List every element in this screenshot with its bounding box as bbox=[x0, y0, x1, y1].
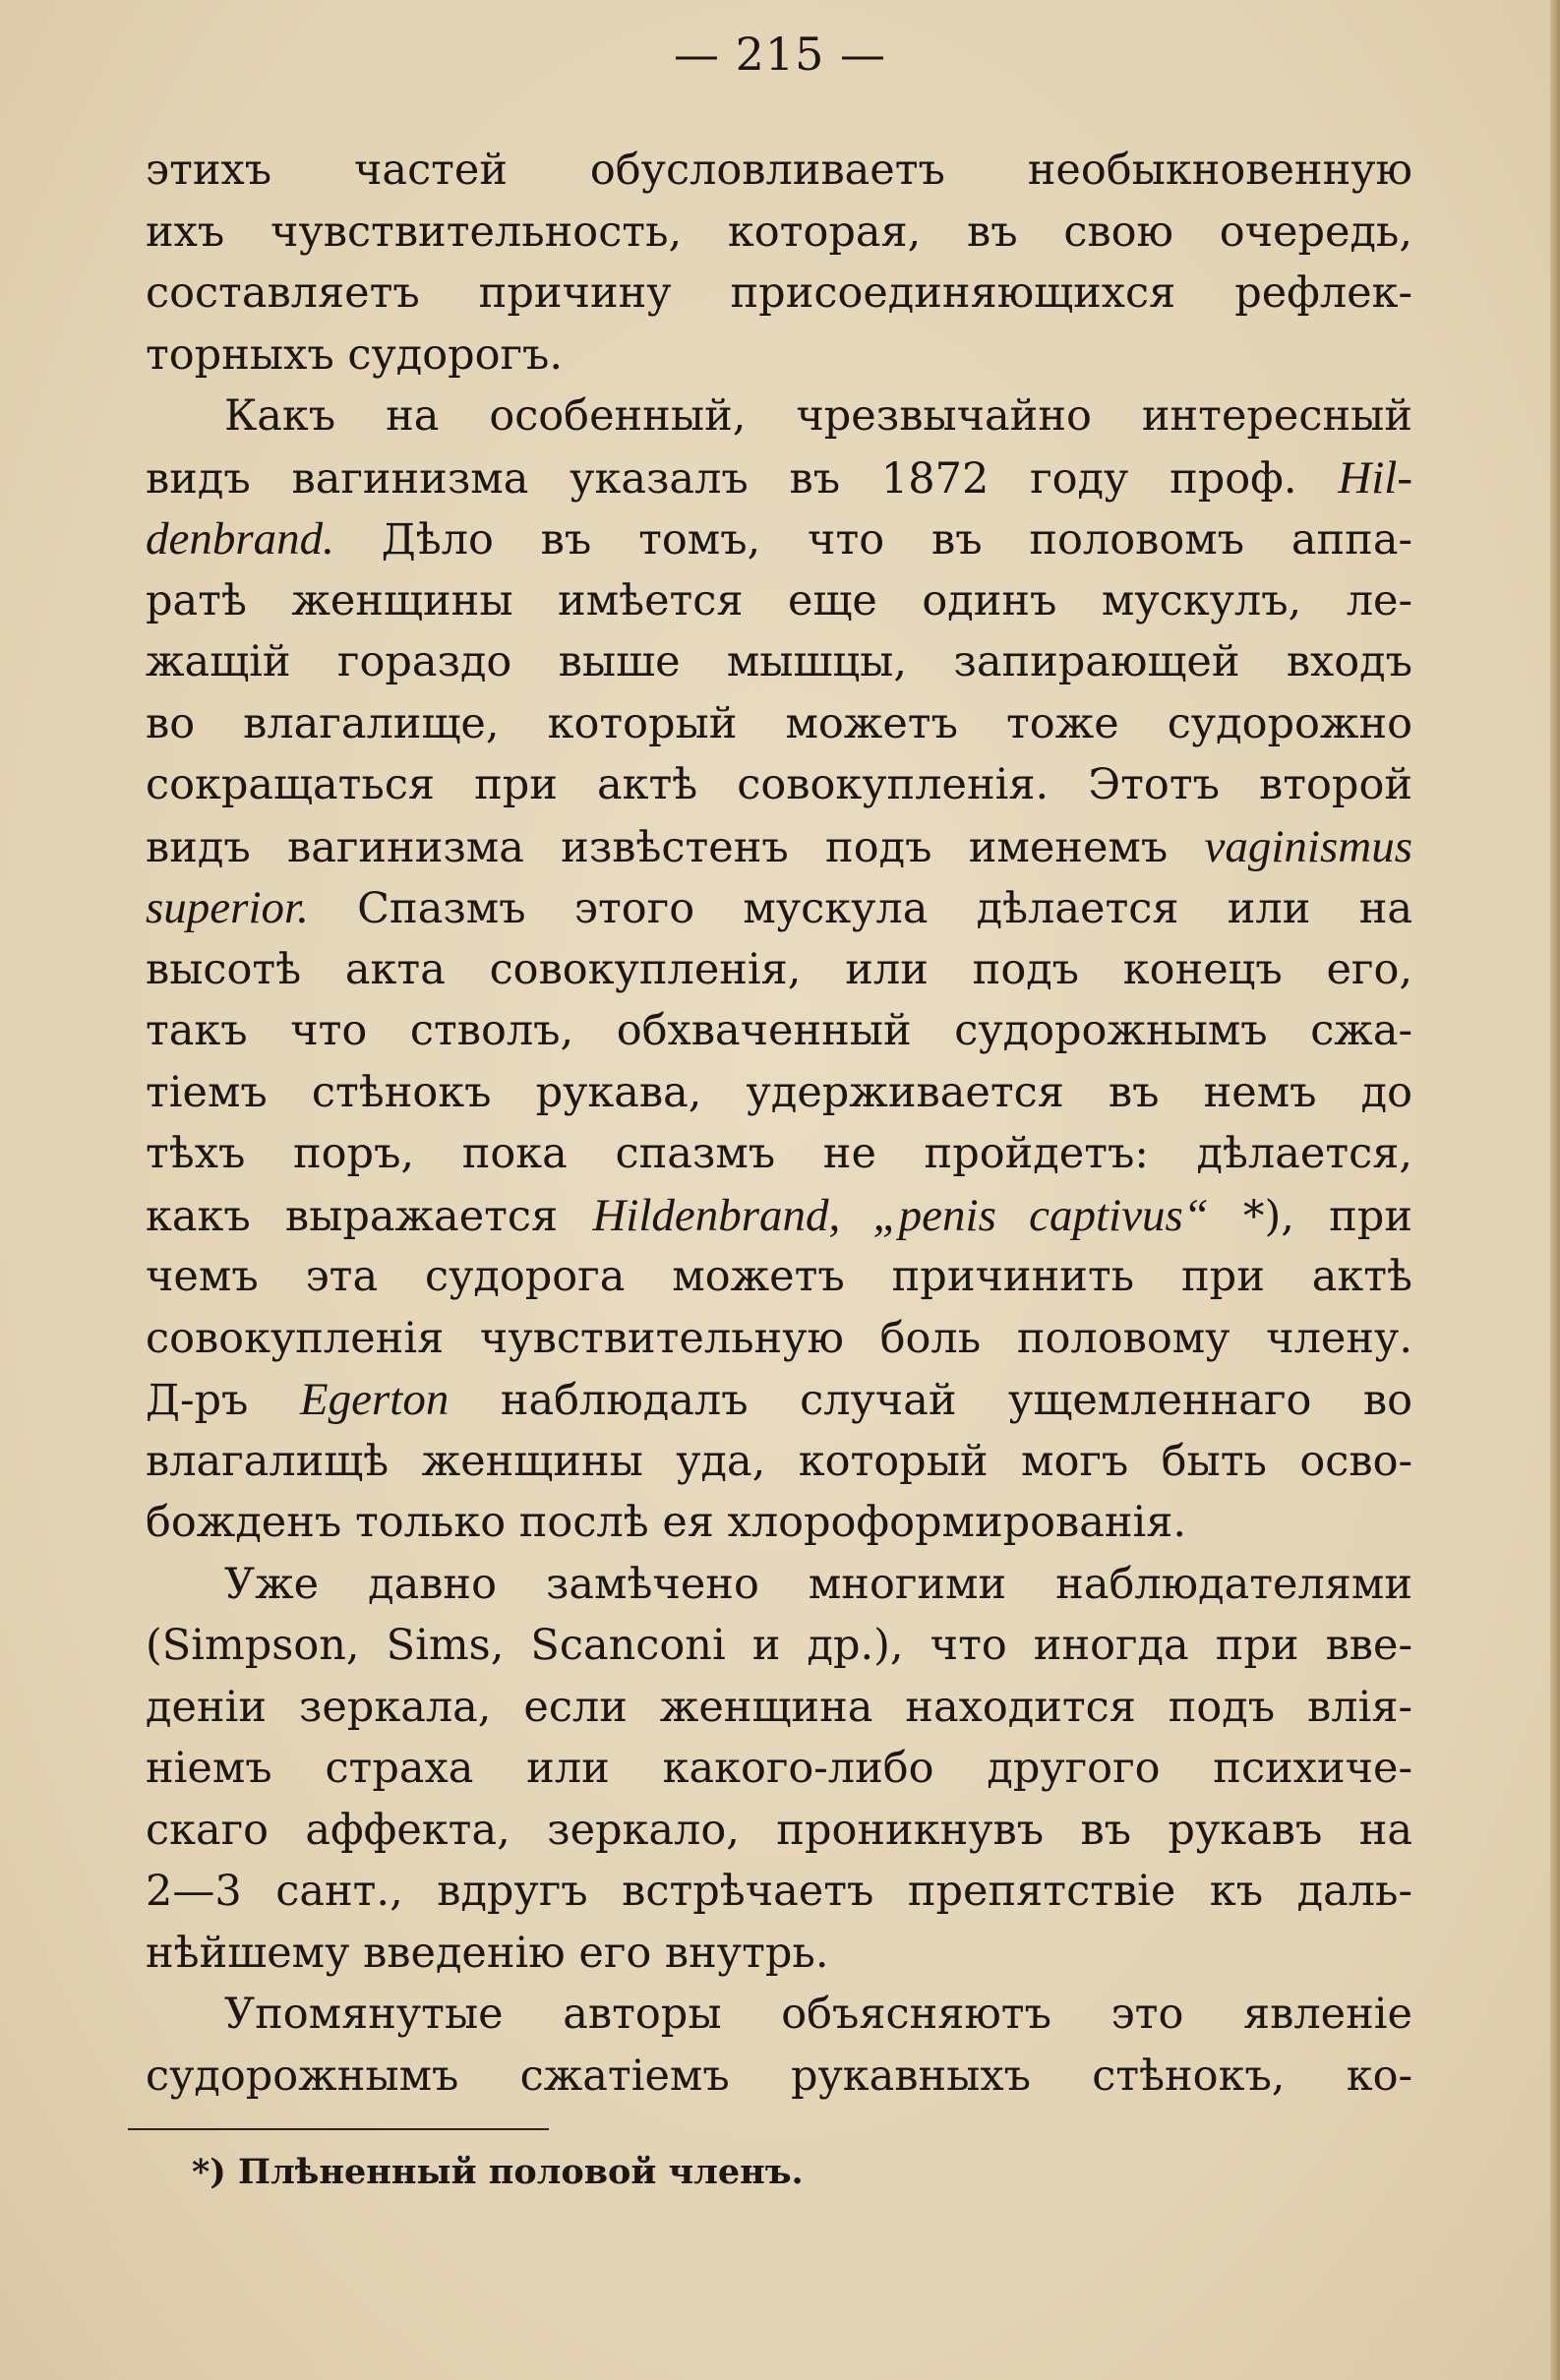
page-edge bbox=[1550, 0, 1560, 2380]
text-line: Уже давно замѣчено многими наблюдателями bbox=[224, 1559, 1412, 1609]
text-line: такъ что стволъ, обхваченный судорожнымъ сжа- bbox=[146, 1006, 1412, 1055]
text-line: 2—3 сант., вдругъ встрѣчаетъ препятствіе къ даль- bbox=[146, 1867, 1412, 1916]
text-line: denbrand. Дѣло въ томъ, что въ половомъ аппа- bbox=[146, 513, 1412, 565]
text-line: жащій гораздо выше мышцы, запирающей входъ bbox=[146, 637, 1412, 686]
text-line: (Simpson, Sims, Scanconi и др.), что иногда при вве- bbox=[146, 1621, 1412, 1670]
text-line: superior. Спазмъ этого мускула дѣлается или на bbox=[146, 882, 1412, 933]
footnote: *) Плѣненный половой членъ. bbox=[192, 2152, 804, 2192]
text-line: Д-ръ Egerton наблюдалъ случай ущемленнаго во bbox=[146, 1374, 1412, 1425]
text-line: видъ вагинизма указалъ въ 1872 году проф. Hil- bbox=[146, 451, 1412, 504]
text-line: судорожнымъ сжатіемъ рукавныхъ стѣнокъ, ко- bbox=[146, 2051, 1412, 2101]
footnote-divider bbox=[128, 2128, 549, 2130]
text-line: сокращаться при актѣ совокупленія. Этотъ второй bbox=[146, 760, 1412, 809]
text-line: деніи зеркала, если женщина находится подъ влія- bbox=[146, 1682, 1412, 1732]
text-line: какъ выражается Hildenbrand, „penis captivus“ *), при bbox=[146, 1189, 1412, 1241]
text-line: совокупленія чувствительную боль половому члену. bbox=[146, 1313, 1412, 1363]
text-line: ратѣ женщины имѣется еще одинъ мускулъ, ле- bbox=[146, 575, 1412, 625]
text-line: божденъ только послѣ ея хлороформированія. bbox=[146, 1498, 1187, 1547]
text-line: этихъ частей обусловливаетъ необыкновенную bbox=[146, 146, 1412, 195]
text-line: составляетъ причину присоединяющихся рефлек- bbox=[146, 268, 1412, 318]
text-line: видъ вагинизма извѣстенъ подъ именемъ vaginismus bbox=[146, 820, 1412, 872]
text-line: нѣйшему введенію его внутрь. bbox=[146, 1928, 829, 1978]
body-text bbox=[146, 140, 1412, 2107]
text-line: влагалищѣ женщины уда, который могъ быть осво- bbox=[146, 1436, 1412, 1486]
text-line: ніемъ страха или какого-либо другого психиче- bbox=[146, 1744, 1412, 1793]
text-line: во влагалище, который можетъ тоже судорожно bbox=[146, 698, 1412, 748]
text-line: Упомянутые авторы объясняютъ это явленіе bbox=[224, 1990, 1412, 2039]
text-line: тѣхъ поръ, пока спазмъ не пройдетъ: дѣлается, bbox=[146, 1129, 1412, 1178]
text-line: торныхъ судорогъ. bbox=[146, 329, 564, 380]
text-line: тіемъ стѣнокъ рукава, удерживается въ немъ до bbox=[146, 1067, 1412, 1117]
text-line: Какъ на особенный, чрезвычайно интересный bbox=[224, 391, 1412, 441]
text-line: ихъ чувствительность, которая, въ свою очередь, bbox=[146, 207, 1412, 257]
text-line: чемъ эта судорога можетъ причинить при актѣ bbox=[146, 1252, 1412, 1301]
text-line: высотѣ акта совокупленія, или подъ конецъ его, bbox=[146, 944, 1412, 994]
page-number: — 215 — bbox=[673, 28, 887, 81]
text-line: скаго аффекта, зеркало, проникнувъ въ рукавъ на bbox=[146, 1805, 1412, 1855]
